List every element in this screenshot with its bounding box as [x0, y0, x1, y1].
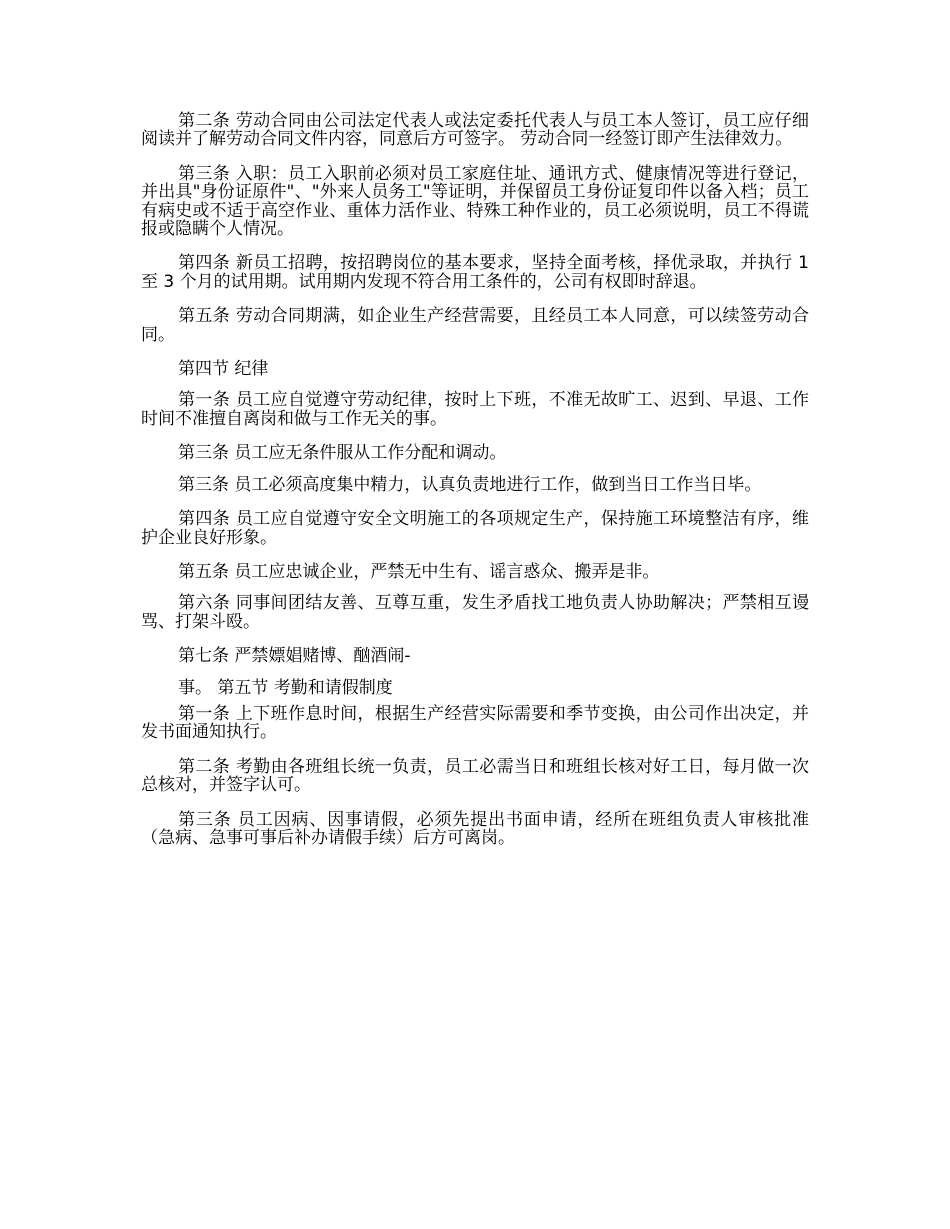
paragraph-discipline-article-7: 第七条 严禁嫖娼赌博、酗酒闹- — [178, 646, 411, 667]
paragraph-discipline-article-4: 第四条 员工应自觉遵守安全文明施工的各项规定生产，保持施工环境整洁有序，维护企业良好形象。 — [141, 509, 809, 548]
paragraph-discipline-article-3a: 第三条 员工应无条件服从工作分配和调动。 — [178, 443, 507, 464]
document-body — [141, 112, 809, 863]
paragraph-article-4-recruitment: 第四条 新员工招聘，按招聘岗位的基本要求，坚持全面考核，择优录取，并执行 1 至 3 个月的试用期。试用期内发现不符合用工条件的，公司有权即时辞退。 — [141, 253, 809, 292]
section-heading-discipline: 第四节 纪律 — [178, 359, 269, 380]
paragraph-discipline-article-1: 第一条 员工应自觉遵守劳动纪律，按时上下班，不准无故旷工、迟到、早退、工作时间不准擅自离岗和做与工作无关的事。 — [141, 390, 809, 429]
paragraph-discipline-article-6: 第六条 同事间团结友善、互尊互重，发生矛盾找工地负责人协助解决；严禁相互谩骂、打架斗殴。 — [141, 593, 809, 632]
paragraph-article-5-contract-renewal: 第五条 劳动合同期满，如企业生产经营需要，且经员工本人同意，可以续签劳动合同。 — [141, 306, 809, 345]
paragraph-article-2-contract-signing: 第二条 劳动合同由公司法定代表人或法定委托代表人与员工本人签订，员工应仔细阅读并了解劳动合同文件内容，同意后方可签字。 劳动合同一经签订即产生法律效力。 — [141, 111, 809, 150]
paragraph-attendance-article-2: 第二条 考勤由各班组长统一负责，员工必需当日和班组长核对好工日，每月做一次总核对，并签字认可。 — [141, 756, 809, 796]
paragraph-attendance-article-3: 第三条 员工因病、因事请假，必须先提出书面申请，经所在班组负责人审核批准（急病、急事可事后补办请假手续）后方可离岗。 — [141, 809, 809, 848]
paragraph-discipline-article-5: 第五条 员工应忠诚企业，严禁无中生有、谣言惑众、搬弄是非。 — [178, 561, 660, 582]
section-heading-attendance: 事。 第五节 考勤和请假制度 — [178, 677, 393, 698]
paragraph-discipline-article-3b: 第三条 员工必须高度集中精力，认真负责地进行工作，做到当日工作当日毕。 — [178, 474, 762, 495]
paragraph-attendance-article-1: 第一条 上下班作息时间，根据生产经营实际需要和季节变换，由公司作出决定，并发书面通知执行。 — [141, 703, 809, 743]
paragraph-article-3-onboarding: 第三条 入职：员工入职前必须对员工家庭住址、通讯方式、健康情况等进行登记，并出具"身份证原件"、"外来人员务工"等证明，并保留员工身份证复印件以备入档；员工有病史或不适于高空作业、重体力活作业、特殊工种作业的，员工必须说明，员工不得谎报或隐瞒个人情况。 — [141, 163, 809, 240]
